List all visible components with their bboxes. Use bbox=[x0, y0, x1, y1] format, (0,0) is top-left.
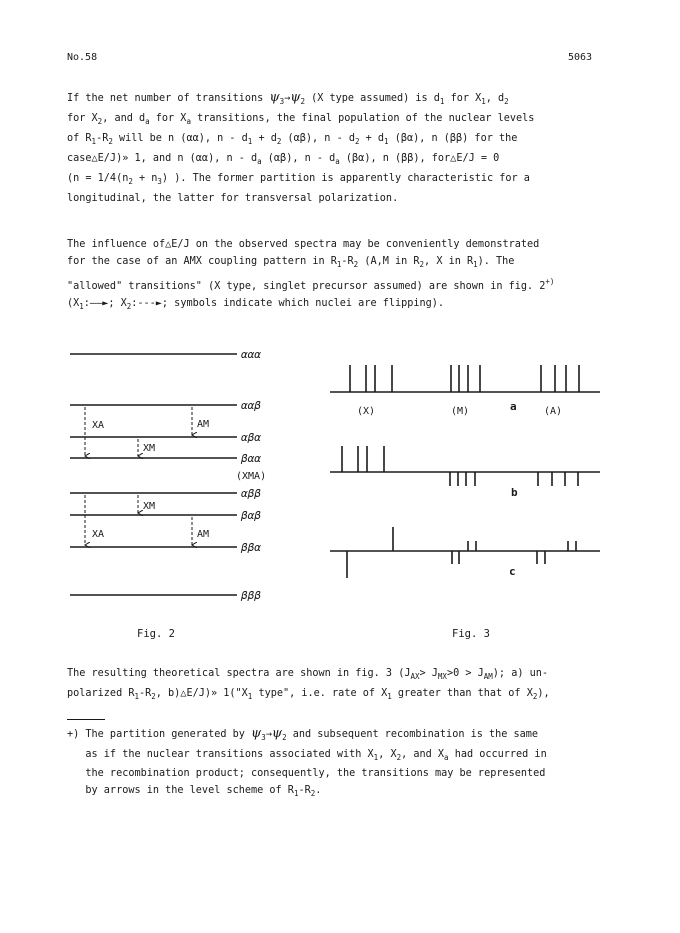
footnote-line2: as if the nuclear transitions associated with $X_1$, $X_2$, and $X_a$ had occurred in bbox=[67, 748, 547, 762]
level-label-bba: ββα bbox=[241, 541, 261, 554]
level-label-baa: βαα bbox=[241, 452, 261, 465]
level-label-aaa: ααα bbox=[241, 348, 261, 361]
panel-label-c: c bbox=[509, 565, 516, 578]
group-label-m: (M) bbox=[451, 406, 470, 417]
para1-line4: case△E/J)» 1, and n (αα), n - $d_a$ (αβ), n - $d_a$ (βα), n (ββ), for△E/J = 0 bbox=[67, 152, 500, 166]
para1-line1: If the net number of transitions $\psi_3\to\psi_2$ (X type assumed) is $d_1$ for $X_1$, $d_2$ bbox=[67, 90, 509, 106]
para1-line3: of $R_1-R_2$ will be n (αα), $n - d_1 + d_2$ (αβ), $n - d_2 + d_1$ (βα), n (ββ) for the bbox=[67, 132, 518, 146]
level-label-bab: βαβ bbox=[241, 509, 261, 522]
para3-line2: polarized $R_1-R_2$, b)△E/J)» $1("X_1$ type", i.e. rate of $X_1$ greater than that of $X_2$), bbox=[67, 687, 550, 701]
spectrum-b-lines bbox=[342, 446, 578, 486]
para1-line2: for $X_2$, and $d_a$ for $X_a$ transitions, the final population of the nuclear levels bbox=[67, 112, 535, 126]
footnote-line1: +) The partition generated by $\psi_3\to\psi_2$ and subsequent recombination is the same bbox=[67, 726, 539, 742]
group-label-a: (A) bbox=[544, 406, 563, 417]
fig3-spectra bbox=[330, 365, 600, 578]
fig2-level-scheme bbox=[70, 354, 237, 595]
fig2-caption: Fig. 2 bbox=[137, 628, 175, 640]
para2-line1: The influence of△E/J on the observed spectra may be conveniently demonstrated bbox=[67, 239, 540, 250]
spectrum-c-lines bbox=[347, 527, 576, 578]
para2-line3: "allowed" transitions" (X type, singlet precursor assumed) are shown in fig. 2+) bbox=[67, 276, 555, 292]
para3-line1: The resulting theoretical spectra are shown in fig. 3 $(J_{AX}> J_{MX}>0 > J_{AM})$; a) un- bbox=[67, 668, 548, 681]
panel-label-b: b bbox=[511, 486, 518, 499]
label-xm-upper: XM bbox=[143, 443, 156, 454]
fig3-caption: Fig. 3 bbox=[452, 628, 490, 640]
spectrum-a-lines bbox=[350, 365, 579, 392]
footnote bbox=[67, 726, 617, 802]
level-label-aba: αβα bbox=[241, 431, 261, 444]
group-label-x: (X) bbox=[357, 406, 376, 417]
page-journal-number: No.58 bbox=[67, 52, 98, 63]
level-label-xma: (XMA) bbox=[236, 471, 267, 482]
fig2-level-labels bbox=[236, 348, 266, 602]
footnote-rule bbox=[67, 719, 105, 720]
label-xa-upper: XA bbox=[92, 420, 105, 431]
label-xm-lower: XM bbox=[143, 501, 156, 512]
para2-line2: for the case of an AMX coupling pattern in $R_1-R_2$ (A,M in $R_2$, X in $R_1$). The bbox=[67, 255, 515, 269]
label-xa-lower: XA bbox=[92, 529, 105, 540]
label-am-lower: AM bbox=[197, 529, 210, 540]
level-label-bbb: βββ bbox=[241, 589, 261, 602]
para2-line4: ($X_1:——►$; $X_2:---►$; symbols indicate which nuclei are flipping). bbox=[67, 297, 445, 311]
level-label-abb: αββ bbox=[241, 487, 261, 500]
page-number: 5063 bbox=[568, 52, 593, 63]
para1-line5: ($n = 1/4(n_2 + n_3)$ ). The former partition is apparently characteristic for a bbox=[67, 172, 530, 186]
footnote-line3: the recombination product; consequently, the transitions may be represented bbox=[67, 768, 546, 780]
footnote-line4: by arrows in the level scheme of $R_1-R_2$. bbox=[67, 784, 322, 798]
paragraph-results bbox=[67, 666, 612, 706]
label-am-upper: AM bbox=[197, 419, 210, 430]
level-label-aab: ααβ bbox=[241, 399, 261, 412]
para1-line6: longitudinal, the latter for transversal polarization. bbox=[67, 192, 399, 204]
panel-label-a: a bbox=[510, 400, 517, 413]
